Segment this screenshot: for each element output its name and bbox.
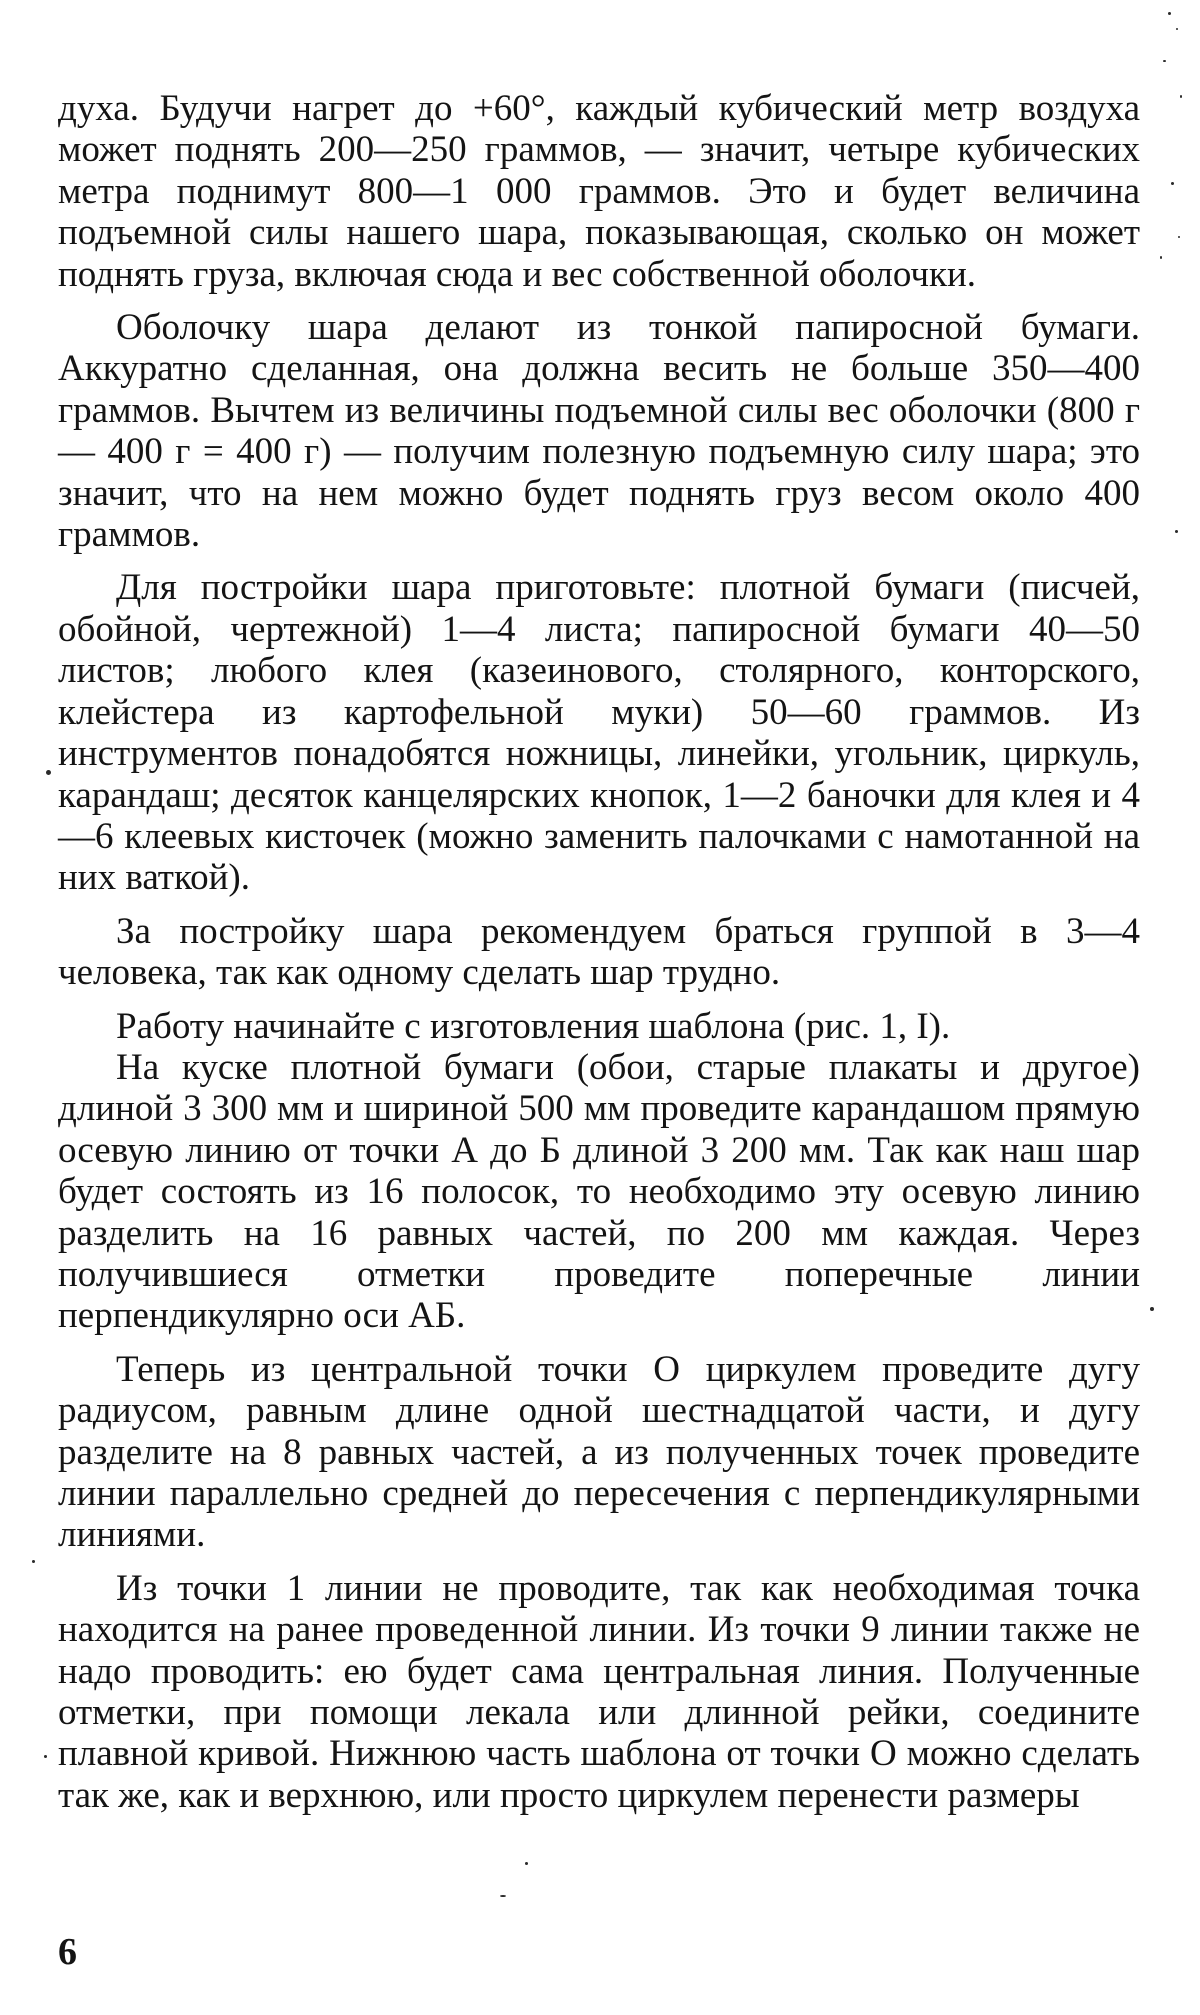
- scan-speck: [1150, 1307, 1154, 1311]
- page-body: [58, 88, 1140, 1816]
- paragraph-1: духа. Будучи нагрет до +60°, каждый кубический метр воздуха может поднять 200—250 граммов, — значит, четыре кубических метра поднимут 800—1 000 граммов. Это и будет величина подъемной силы нашего шара, показывающая, сколько он может поднять груза, включая сюда и вес собственной оболочки.: [58, 88, 1140, 295]
- scan-speck: [1178, 236, 1180, 238]
- scan-speck: [1175, 530, 1178, 533]
- paragraph-7: Теперь из центральной точки О циркулем проведите дугу радиусом, равным длине одной шестнадцатой части, и дугу разделите на 8 равных частей, а из полученных точек проведите линии параллельно средней до пересечения с перпендикулярными линиями.: [58, 1348, 1140, 1556]
- paragraph-3: Для постройки шара приготовьте: плотной бумаги (писчей, обойной, чертежной) 1—4 листа; папиросной бумаги 40—50 листов; любого клея (казеинового, столярного, конторского, клейстера из картофельной муки) 50—60 граммов. Из инструментов понадобятся ножницы, линейки, угольник, циркуль, карандаш; десяток канцелярских кнопок, 1—2 баночки для клея и 4—6 клеевых кисточек (можно заменить палочками с намотанной на них ваткой).: [58, 567, 1140, 899]
- paragraph-4: За постройку шара рекомендуем браться группой в 3—4 человека, так как одному сделать шар трудно.: [58, 910, 1140, 994]
- scan-speck: [1176, 28, 1178, 30]
- paragraph-8: Из точки 1 линии не проводите, так как необходимая точка находится на ранее проведенной линии. Из точки 9 линии также не надо проводить: ею будет сама центральная линия. Полученные отметки, при помощи лекала или длинной рейки, соедините плавной кривой. Нижнюю часть шаблона от точки О можно сделать так же, как и верхнюю, или просто циркулем перенести размеры: [58, 1567, 1140, 1816]
- page-number: 6: [58, 1931, 77, 1973]
- scan-speck: [525, 1862, 528, 1865]
- scan-speck: [44, 1755, 47, 1758]
- scan-speck: [1168, 12, 1171, 15]
- scan-speck: [46, 770, 51, 775]
- scan-speck: [500, 1895, 506, 1897]
- scan-speck: [1171, 182, 1174, 185]
- scan-speck: [1160, 256, 1162, 259]
- paragraph-2: Оболочку шара делают из тонкой папиросной бумаги. Аккуратно сделанная, она должна весить не больше 350—400 граммов. Вычтем из величины подъемной силы вес оболочки (800 г — 400 г = 400 г) — получим полезную подъемную силу шара; это значит, что на нем можно будет поднять груз весом около 400 граммов.: [58, 307, 1140, 556]
- paragraph-6: На куске плотной бумаги (обои, старые плакаты и другое) длиной 3 300 мм и шириной 500 мм проведите карандашом прямую осевую линию от точки А до Б длиной 3 200 мм. Так как наш шар будет состоять из 16 полосок, то необходимо эту осевую линию разделить на 16 равных частей, по 200 мм каждая. Через получившиеся отметки проведите поперечные линии перпендикулярно оси АБ.: [58, 1046, 1140, 1337]
- scan-speck: [1163, 60, 1166, 62]
- paragraph-5: Работу начинайте с изготовления шаблона (рис. 1, I).: [116, 1005, 951, 1047]
- scan-speck: [1180, 95, 1182, 98]
- scan-speck: [32, 1560, 35, 1563]
